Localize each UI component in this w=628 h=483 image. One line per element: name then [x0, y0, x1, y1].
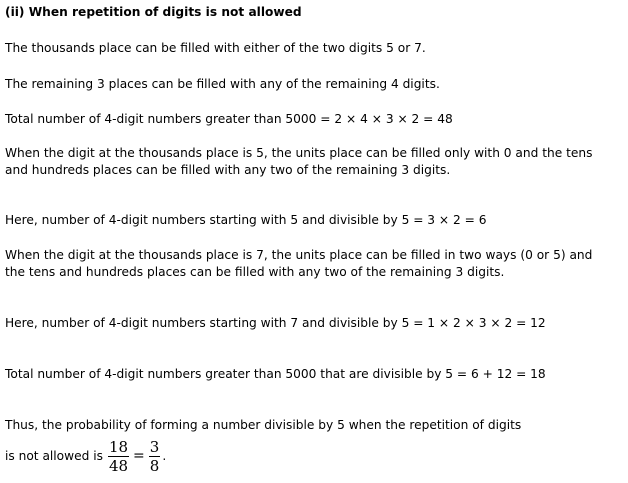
paragraph-thousands-place: The thousands place can be filled with either of the two digits 5 or 7.: [5, 41, 426, 55]
fraction-denominator: 8: [149, 456, 160, 475]
paragraph-thousands-digit-7: When the digit at the thousands place is 7, the units place can be filled in two ways (0 or 5) and the tens and hundreds places can be filled with any two of the remaining 3 digits.: [5, 248, 593, 279]
paragraph-probability-intro: Thus, the probability of forming a number divisible by 5 when the repetition of digits: [5, 418, 522, 432]
paragraph-count-starting-with-7: Here, number of 4-digit numbers starting with 7 and divisible by 5 = 1 × 2 × 3 × 2 = 12: [5, 316, 546, 330]
fraction-3-over-8: [149, 439, 161, 474]
fraction-18-over-48: [108, 439, 129, 474]
fraction-denominator: 48: [108, 456, 129, 475]
paragraph-total-divisible-by-5: Total number of 4-digit numbers greater than 5000 that are divisible by 5 = 6 + 12 = 18: [5, 367, 546, 381]
section-heading: (ii) When repetition of digits is not allowed: [5, 5, 302, 19]
fraction-numerator: 18: [108, 437, 129, 456]
probability-prefix: is not allowed is: [5, 449, 103, 463]
equals-sign: =: [133, 448, 145, 464]
fraction-numerator: 3: [149, 437, 160, 456]
paragraph-remaining-places: The remaining 3 places can be filled with any of the remaining 4 digits.: [5, 77, 440, 91]
paragraph-count-starting-with-5: Here, number of 4-digit numbers starting with 5 and divisible by 5 = 3 × 2 = 6: [5, 213, 487, 227]
paragraph-total-greater-than-5000: Total number of 4-digit numbers greater than 5000 = 2 × 4 × 3 × 2 = 48: [5, 112, 453, 126]
sentence-period: .: [162, 449, 167, 463]
probability-result-line: [5, 436, 166, 476]
paragraph-thousands-digit-5: When the digit at the thousands place is 5, the units place can be filled only with 0 and the tens and hundreds places can be filled with any two of the remaining 3 digits.: [5, 146, 593, 177]
